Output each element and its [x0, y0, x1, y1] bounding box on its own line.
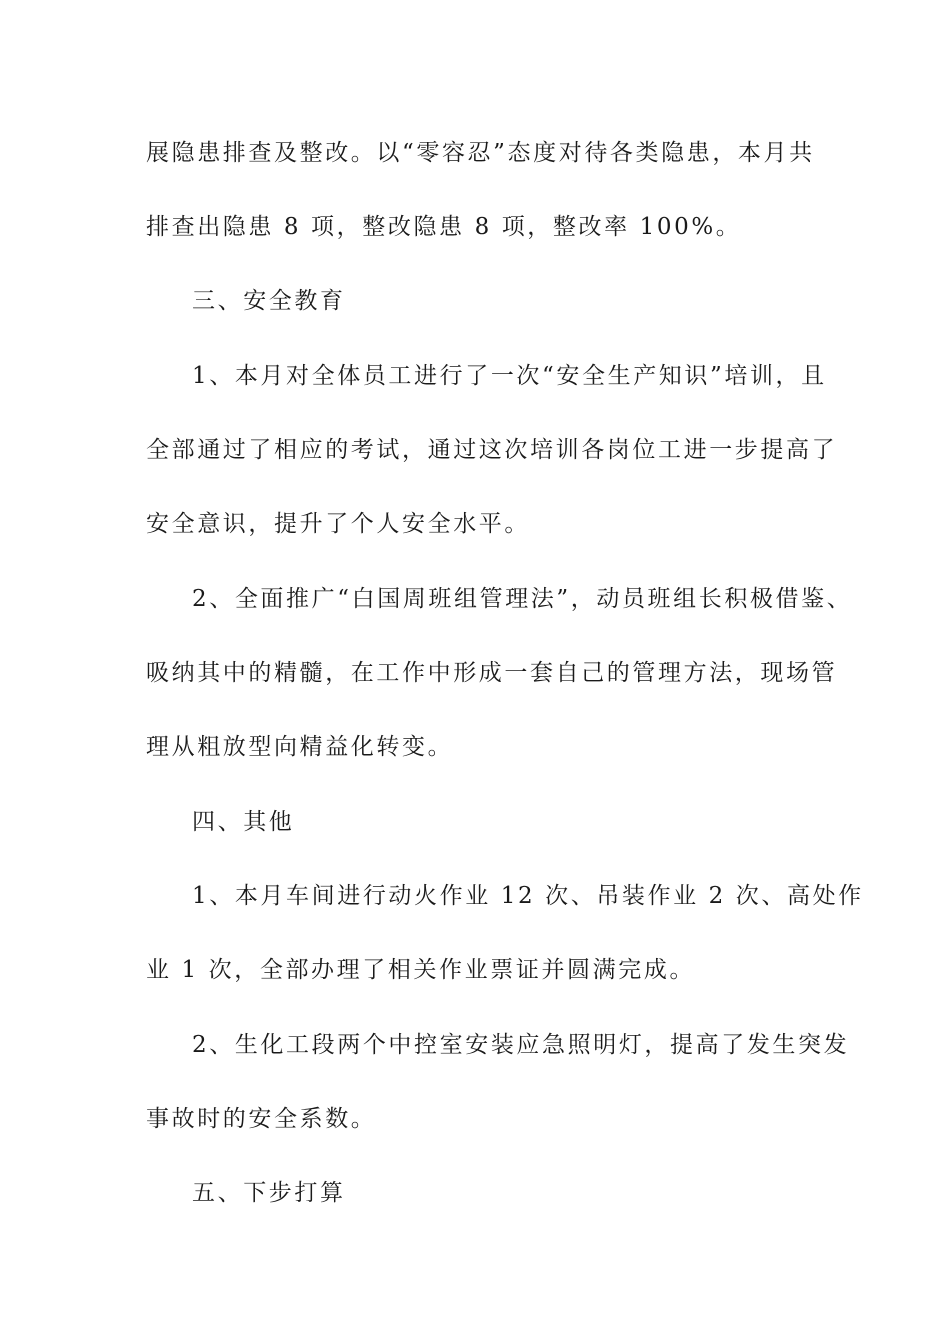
- paragraph-line: 排查出隐患 8 项，整改隐患 8 项，整改率 100%。: [146, 214, 742, 240]
- paragraph-line: 安全意识，提升了个人安全水平。: [146, 511, 530, 537]
- paragraph-line: 1、本月车间进行动火作业 12 次、吊装作业 2 次、高处作: [192, 883, 864, 909]
- paragraph-line: 展隐患排查及整改。以“零容忍”态度对待各类隐患，本月共: [146, 140, 815, 166]
- section-heading: 四、其他: [192, 809, 295, 835]
- paragraph-line: 2、生化工段两个中控室安装应急照明灯，提高了发生突发: [192, 1032, 850, 1058]
- paragraph-line: 全部通过了相应的考试，通过这次培训各岗位工进一步提高了: [146, 437, 838, 463]
- paragraph-line: 吸纳其中的精髓，在工作中形成一套自己的管理方法，现场管: [146, 660, 838, 686]
- section-heading: 五、下步打算: [192, 1180, 346, 1206]
- paragraph-line: 业 1 次，全部办理了相关作业票证并圆满完成。: [146, 957, 696, 983]
- paragraph-line: 事故时的安全系数。: [146, 1106, 377, 1132]
- paragraph-line: 1、本月对全体员工进行了一次“安全生产知识”培训，且: [192, 363, 827, 389]
- paragraph-line: 2、全面推广“白国周班组管理法”，动员班组长积极借鉴、: [192, 586, 853, 612]
- paragraph-line: 理从粗放型向精益化转变。: [146, 734, 454, 760]
- section-heading: 三、安全教育: [192, 288, 346, 314]
